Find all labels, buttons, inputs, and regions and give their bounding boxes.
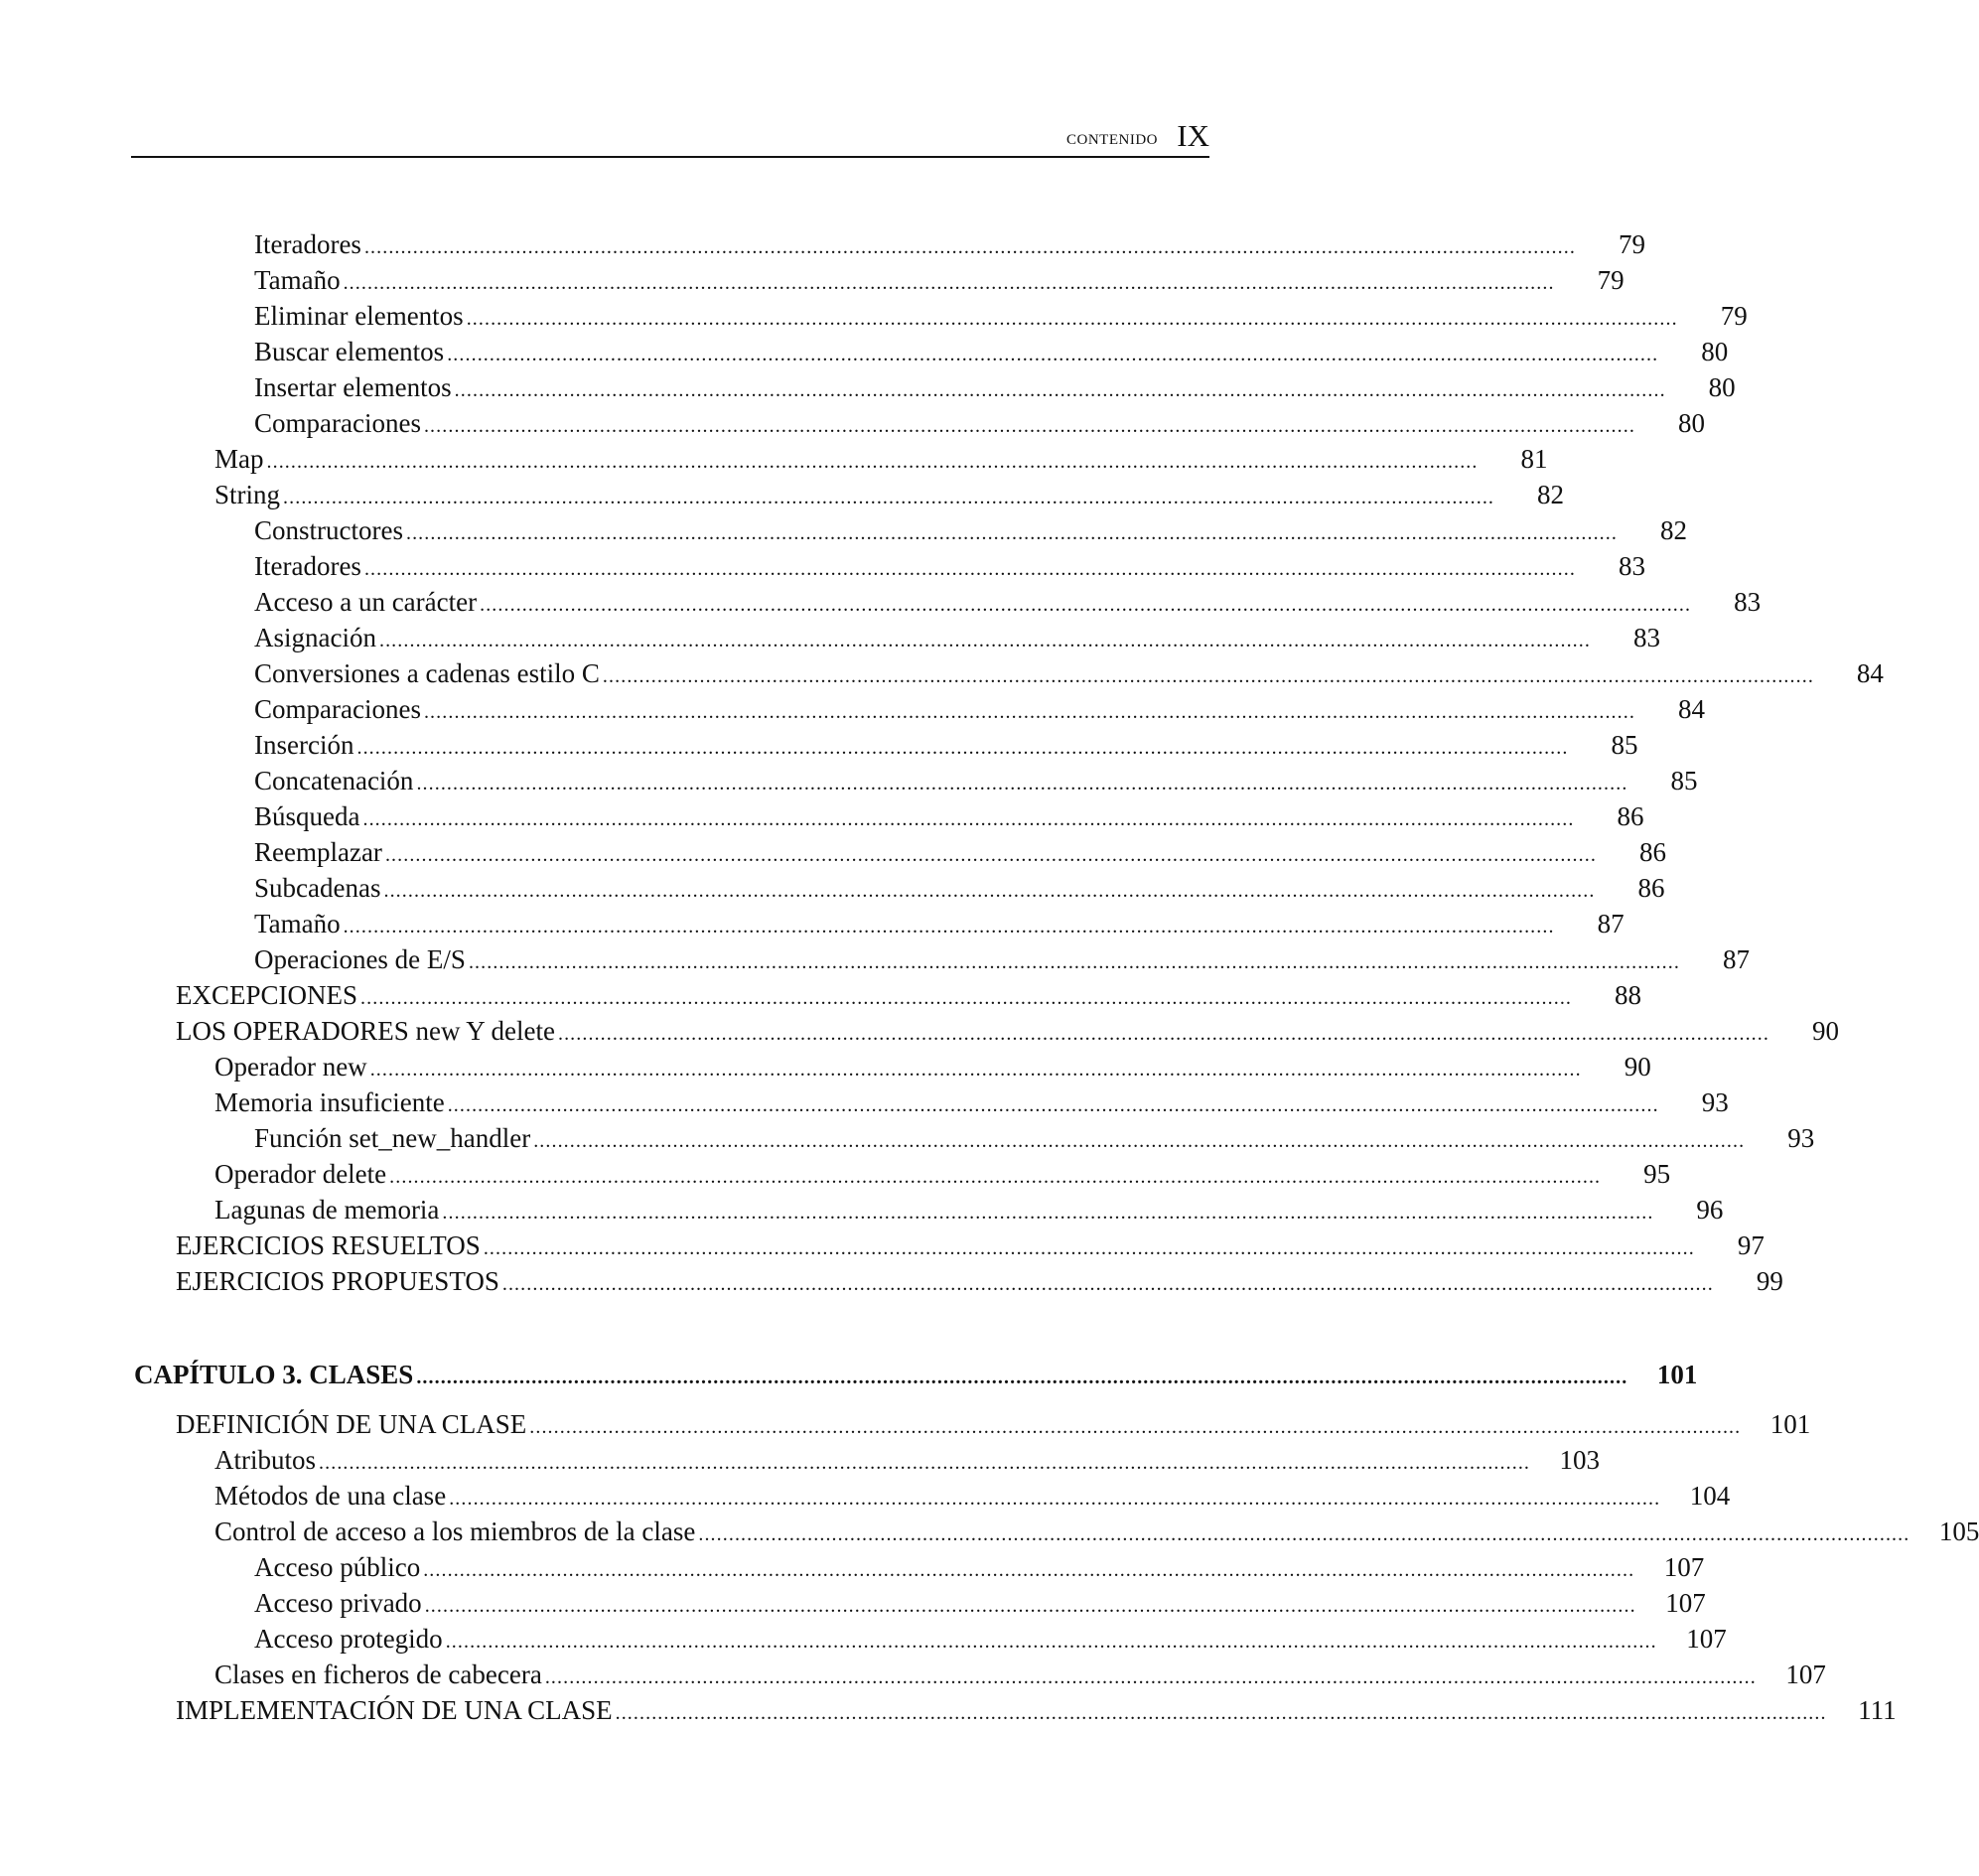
toc-entry-page: 101 [1656,1360,1698,1389]
dot-leader: ........................................................................................................................................................................................................ [557,1023,1769,1045]
dot-leader: ........................................................................................................................................................................................................ [423,1559,1635,1581]
toc-entry-page: 107 [1665,1588,1706,1618]
toc-entry[interactable] [254,262,1625,298]
toc-entry[interactable] [254,512,1687,548]
toc-entry-title: EJERCICIOS PROPUESTOS [176,1266,499,1296]
dot-leader: ........................................................................................................................................................................................................ [480,594,1692,616]
toc-entry[interactable] [214,1657,1826,1692]
toc-entry-page: 86 [1638,837,1666,867]
toc-entry-title: Buscar elementos [254,337,445,366]
dot-leader: ........................................................................................................................................................................................................ [384,844,1597,866]
toc-entry[interactable] [254,584,1762,620]
toc-entry-page: 107 [1785,1660,1826,1689]
dot-leader: ........................................................................................................................................................................................................ [363,558,1576,580]
toc-entry-page: 93 [1701,1087,1729,1117]
dot-leader: ........................................................................................................................................................................................................ [383,880,1596,902]
toc-entry-page: 80 [1677,408,1705,438]
toc-entry-title: Operaciones de E/S [254,944,466,974]
toc-chapter-entry[interactable] [134,1357,1698,1392]
toc-entry-title: Acceso a un carácter [254,587,478,617]
dot-leader: ........................................................................................................................................................................................................ [602,665,1814,687]
dot-leader: ........................................................................................................................................................................................................ [283,487,1495,508]
toc-entry[interactable] [176,977,1642,1013]
toc-entry-page: 95 [1643,1159,1671,1189]
dot-leader: ........................................................................................................................................................................................................ [378,630,1591,651]
toc-entry-title: Memoria insuficiente [214,1087,445,1117]
toc-entry[interactable] [214,1049,1651,1084]
toc-entry-title: Métodos de una clase [214,1481,447,1511]
toc-entry[interactable] [214,441,1548,477]
toc-entry-page: 80 [1701,337,1729,366]
toc-entry-page: 80 [1708,372,1736,402]
toc-entry-title: Comparaciones [254,694,421,724]
toc-entry-title: IMPLEMENTACIÓN DE UNA CLASE [176,1695,613,1725]
toc-entry-title: Acceso protegido [254,1624,443,1654]
dot-leader: ........................................................................................................................................................................................................ [319,1452,1531,1474]
toc-entry-title: EJERCICIOS RESUELTOS [176,1230,481,1260]
dot-leader: ........................................................................................................................................................................................................ [698,1523,1910,1545]
toc-entry-title: Búsqueda [254,801,360,831]
dot-leader: ........................................................................................................................................................................................................ [468,951,1680,973]
dot-leader: ........................................................................................................................................................................................................ [533,1130,1746,1152]
toc-entry-title: Tamaño [254,265,341,295]
toc-entry[interactable] [254,691,1705,727]
toc-entry-title: DEFINICIÓN DE UNA CLASE [176,1409,527,1439]
toc-entry-title: Comparaciones [254,408,421,438]
toc-entry[interactable] [254,405,1705,441]
dot-leader: ........................................................................................................................................................................................................ [501,1273,1714,1295]
dot-leader: ........................................................................................................................................................................................................ [447,344,1659,365]
dot-leader: ........................................................................................................................................................................................................ [362,808,1575,830]
toc-entry[interactable] [254,1585,1706,1621]
toc-entry-title: Control de acceso a los miembros de la clase [214,1516,696,1546]
toc-entry-title: Conversiones a cadenas estilo C [254,658,600,688]
toc-entry-page: 88 [1615,980,1642,1010]
toc-entry-page: 87 [1722,944,1750,974]
toc-entry-page: 79 [1597,265,1625,295]
toc-entry[interactable] [254,298,1748,334]
dot-leader: ........................................................................................................................................................................................................ [416,1367,1628,1388]
toc-entry-title: CAPÍTULO 3. CLASES [134,1360,414,1389]
toc-entry-title: LOS OPERADORES new Y delete [176,1016,555,1046]
dot-leader: ........................................................................................................................................................................................................ [447,1094,1659,1116]
toc-entry-title: String [214,480,281,509]
dot-leader: ........................................................................................................................................................................................................ [369,1059,1582,1081]
toc-entry[interactable] [254,941,1750,977]
toc-entry-title: Map [214,444,264,474]
toc-entry-page: 93 [1787,1123,1815,1153]
toc-entry[interactable] [176,1406,1811,1442]
toc-entry-page: 101 [1769,1409,1811,1439]
dot-leader: ........................................................................................................................................................................................................ [442,1202,1654,1224]
toc-entry-page: 86 [1637,873,1665,903]
dot-leader: ........................................................................................................................................................................................................ [466,308,1678,330]
toc-entry-page: 84 [1856,658,1884,688]
toc-entry-page: 103 [1559,1445,1601,1475]
toc-entry-title: Reemplazar [254,837,382,867]
page-number: IX [1177,118,1209,153]
dot-leader: ........................................................................................................................................................................................................ [445,1631,1657,1653]
running-head: contenido [1066,124,1158,149]
dot-leader: ........................................................................................................................................................................................................ [449,1488,1661,1510]
toc-entry[interactable] [254,870,1665,906]
dot-leader: ........................................................................................................................................................................................................ [424,1595,1636,1617]
toc-entry-title: Iteradores [254,551,361,581]
toc-entry-page: 85 [1611,730,1638,760]
toc-entry[interactable] [214,1514,1979,1549]
dot-leader: ........................................................................................................................................................................................................ [356,737,1569,759]
toc-entry-page: 83 [1632,623,1660,652]
toc-entry[interactable] [176,1263,1783,1299]
toc-entry[interactable] [254,727,1638,763]
toc-entry-page: 84 [1677,694,1705,724]
dot-leader: ........................................................................................................................................................................................................ [423,701,1635,723]
toc-entry[interactable] [254,1549,1705,1585]
dot-leader: ........................................................................................................................................................................................................ [416,773,1628,794]
toc-entry-title: Asignación [254,623,376,652]
toc-entry[interactable] [254,620,1660,655]
dot-leader: ........................................................................................................................................................................................................ [544,1666,1757,1688]
toc-entry[interactable] [214,477,1565,512]
toc-entry-page: 104 [1689,1481,1731,1511]
toc-entry-page: 85 [1670,766,1698,795]
toc-entry-page: 83 [1734,587,1762,617]
toc-entry-title: Operador new [214,1052,367,1082]
toc-entry-page: 96 [1696,1195,1724,1225]
toc-entry-page: 79 [1618,229,1645,259]
toc-entry-title: Iteradores [254,229,361,259]
toc-entry[interactable] [176,1692,1897,1728]
toc-entry[interactable] [254,763,1698,798]
toc-entry-page: 90 [1811,1016,1839,1046]
toc-entry[interactable] [214,1084,1729,1120]
dot-leader: ........................................................................................................................................................................................................ [529,1416,1742,1438]
toc-entry[interactable] [176,1013,1839,1049]
toc-entry-page: 81 [1520,444,1548,474]
toc-entry[interactable] [176,1227,1765,1263]
toc-entry-page: 111 [1858,1695,1897,1725]
toc-entry[interactable] [254,548,1645,584]
toc-entry-page: 107 [1686,1624,1727,1654]
toc-entry[interactable] [254,334,1729,369]
toc-entry-title: Operador delete [214,1159,387,1189]
dot-leader: ........................................................................................................................................................................................................ [343,916,1555,938]
toc-entry-page: 97 [1737,1230,1765,1260]
toc-entry[interactable] [254,655,1884,691]
toc-entry-title: Constructores [254,515,403,545]
toc-entry-page: 86 [1617,801,1644,831]
toc-entry-title: Clases en ficheros de cabecera [214,1660,542,1689]
toc-entry-page: 87 [1597,909,1625,938]
dot-leader: ........................................................................................................................................................................................................ [389,1166,1602,1188]
toc-entry-title: Eliminar elementos [254,301,464,331]
toc-entry-title: Función set_new_handler [254,1123,531,1153]
toc-entry-title: Lagunas de memoria [214,1195,440,1225]
dot-leader: ........................................................................................................................................................................................................ [343,272,1555,294]
toc-entry-page: 90 [1624,1052,1651,1082]
toc-entry-page: 107 [1663,1552,1705,1582]
toc-entry-title: Insertar elementos [254,372,452,402]
toc-entry[interactable] [254,834,1666,870]
dot-leader: ........................................................................................................................................................................................................ [360,987,1573,1009]
dot-leader: ........................................................................................................................................................................................................ [405,522,1618,544]
toc-entry-page: 79 [1720,301,1748,331]
toc-entry[interactable] [254,226,1645,262]
toc-entry-title: Concatenación [254,766,414,795]
dot-leader: ........................................................................................................................................................................................................ [483,1237,1695,1259]
toc-entry-title: Atributos [214,1445,317,1475]
toc-entry[interactable] [254,798,1644,834]
toc-entry[interactable] [214,1192,1724,1227]
dot-leader: ........................................................................................................................................................................................................ [615,1702,1827,1724]
toc-entry-page: 83 [1618,551,1645,581]
toc-entry-page: 82 [1659,515,1687,545]
toc-entry[interactable] [254,906,1625,941]
toc-entry-page: 105 [1938,1516,1979,1546]
toc-entry-title: Acceso privado [254,1588,422,1618]
dot-leader: ........................................................................................................................................................................................................ [363,236,1576,258]
toc-entry[interactable] [214,1442,1601,1478]
toc-entry[interactable] [254,369,1736,405]
toc-entry-title: Inserción [254,730,354,760]
toc-entry-title: EXCEPCIONES [176,980,358,1010]
dot-leader: ........................................................................................................................................................................................................ [266,451,1479,473]
toc-entry-page: 82 [1537,480,1565,509]
dot-leader: ........................................................................................................................................................................................................ [454,379,1666,401]
toc-entry-page: 99 [1756,1266,1783,1296]
toc-entry-title: Subcadenas [254,873,381,903]
dot-leader: ........................................................................................................................................................................................................ [423,415,1635,437]
toc-entry[interactable] [254,1621,1727,1657]
toc-entry[interactable] [214,1156,1671,1192]
toc-entry-title: Tamaño [254,909,341,938]
toc-entry[interactable] [214,1478,1731,1514]
toc-entry[interactable] [254,1120,1815,1156]
toc-entry-title: Acceso público [254,1552,421,1582]
